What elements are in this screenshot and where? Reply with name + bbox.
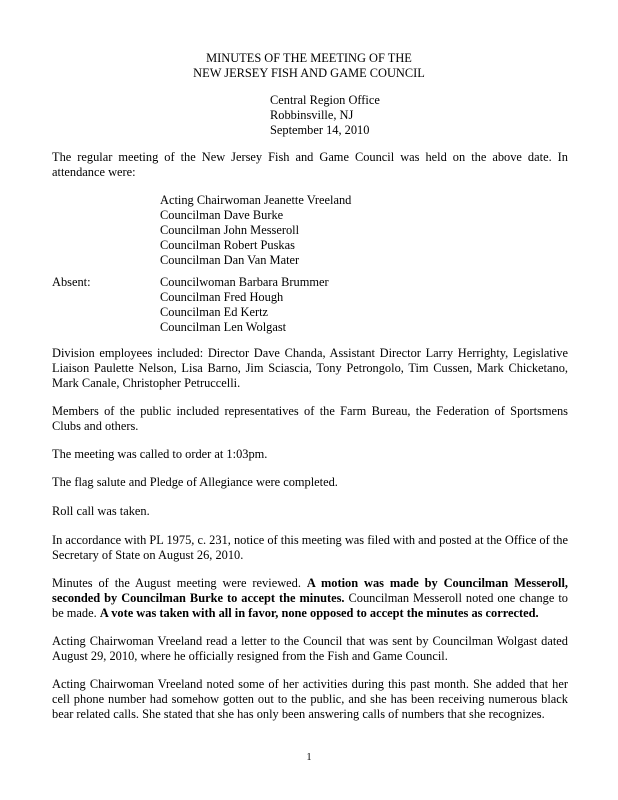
document-title-line2: NEW JERSEY FISH AND GAME COUNCIL bbox=[193, 66, 425, 80]
letter-paragraph: Acting Chairwoman Vreeland read a letter to the Council that was sent by Councilman Wolgast dated August 29, 2010, where he officially resigned from the Fish and Game Council. bbox=[52, 634, 568, 663]
public-paragraph: Members of the public included representatives of the Farm Bureau, the Federation of Sportsmens Clubs and others. bbox=[52, 404, 568, 433]
absentee: Councilman Fred Hough bbox=[160, 290, 284, 304]
flag-salute-paragraph: The flag salute and Pledge of Allegiance were completed. bbox=[52, 475, 338, 489]
minutes-text-1: Minutes of the August meeting were reviewed. bbox=[52, 576, 307, 590]
attendance-list bbox=[160, 193, 351, 268]
absentee: Councilwoman Barbara Brummer bbox=[160, 275, 329, 289]
page-number: 1 bbox=[306, 752, 312, 763]
attendee: Councilman Dave Burke bbox=[160, 208, 284, 222]
attendee: Councilman Dan Van Mater bbox=[160, 253, 300, 267]
minutes-vote: A vote was taken with all in favor, none opposed to accept the minutes as corrected. bbox=[99, 606, 539, 620]
notice-paragraph: In accordance with PL 1975, c. 231, notice of this meeting was filed with and posted at the Office of the Secretary of State on August 26, 2010. bbox=[52, 533, 568, 562]
absentee: Councilman Len Wolgast bbox=[160, 320, 287, 334]
attendee: Councilman John Messeroll bbox=[160, 223, 300, 237]
roll-call-paragraph: Roll call was taken. bbox=[52, 504, 150, 518]
location-office: Central Region Office bbox=[270, 93, 380, 107]
absent-list bbox=[160, 275, 329, 335]
absent-label: Absent: bbox=[52, 275, 91, 289]
location-city: Robbinsville, NJ bbox=[270, 108, 354, 122]
document-title-line1: MINUTES OF THE MEETING OF THE bbox=[206, 51, 412, 65]
absentee: Councilman Ed Kertz bbox=[160, 305, 269, 319]
minutes-motion: A motion was made by Councilman Messeroll, seconded by Councilman Burke to accept the minutes. bbox=[52, 576, 568, 605]
activities-paragraph: Acting Chairwoman Vreeland noted some of her activities during this past month. She added that her cell phone number had somehow gotten out to the public, and she has been receiving numerous black bear related calls. She stated that she has only been answering calls of numbers that she recognizes. bbox=[52, 677, 568, 721]
call-to-order-paragraph: The meeting was called to order at 1:03pm. bbox=[52, 447, 268, 461]
minutes-text-2: Councilman Messeroll noted one change to be made. bbox=[52, 591, 568, 620]
attendee: Acting Chairwoman Jeanette Vreeland bbox=[160, 193, 352, 207]
meeting-location bbox=[270, 93, 380, 138]
attendee: Councilman Robert Puskas bbox=[160, 238, 295, 252]
minutes-paragraph bbox=[52, 576, 568, 621]
intro-paragraph: The regular meeting of the New Jersey Fish and Game Council was held on the above date. In attendance were: bbox=[52, 150, 568, 179]
division-employees-paragraph: Division employees included: Director Dave Chanda, Assistant Director Larry Herrighty, Legislative Liaison Paulette Nelson, Lisa Barno, Jim Sciascia, Tony Petrongolo, Tim Cussen, Mark Chicketano, Mark Canale, Christopher Petruccelli. bbox=[52, 346, 568, 390]
meeting-date: September 14, 2010 bbox=[270, 123, 370, 137]
